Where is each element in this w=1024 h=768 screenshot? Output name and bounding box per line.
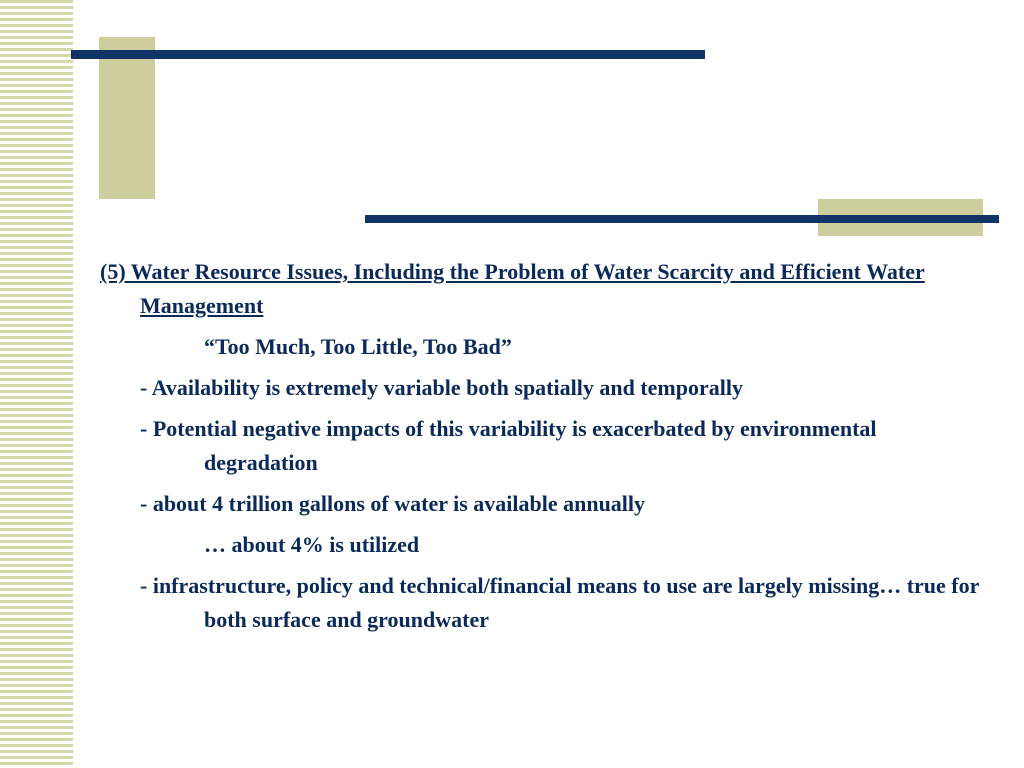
slide-subtitle: “Too Much, Too Little, Too Bad” bbox=[204, 334, 512, 359]
decorative-bar-middle bbox=[365, 215, 999, 223]
slide-content bbox=[100, 255, 980, 637]
bullet-availability: - Availability is extremely variable both spatially and temporally bbox=[140, 375, 743, 400]
slide-title: (5) Water Resource Issues, Including the Problem of Water Scarcity and Efficient Water Management bbox=[100, 259, 925, 318]
bullet-negative-impacts: - Potential negative impacts of this variability is exacerbated by environmental degradation bbox=[140, 416, 877, 475]
decorative-block-tall bbox=[99, 37, 155, 199]
decorative-stripes bbox=[0, 0, 73, 768]
decorative-bar-top bbox=[71, 50, 705, 59]
bullet-utilized: … about 4% is utilized bbox=[204, 532, 420, 557]
bullet-gallons-available: - about 4 trillion gallons of water is available annually bbox=[140, 491, 646, 516]
bullet-infrastructure: - infrastructure, policy and technical/financial means to use are largely missing… true for both surface and groundwater bbox=[140, 573, 979, 632]
